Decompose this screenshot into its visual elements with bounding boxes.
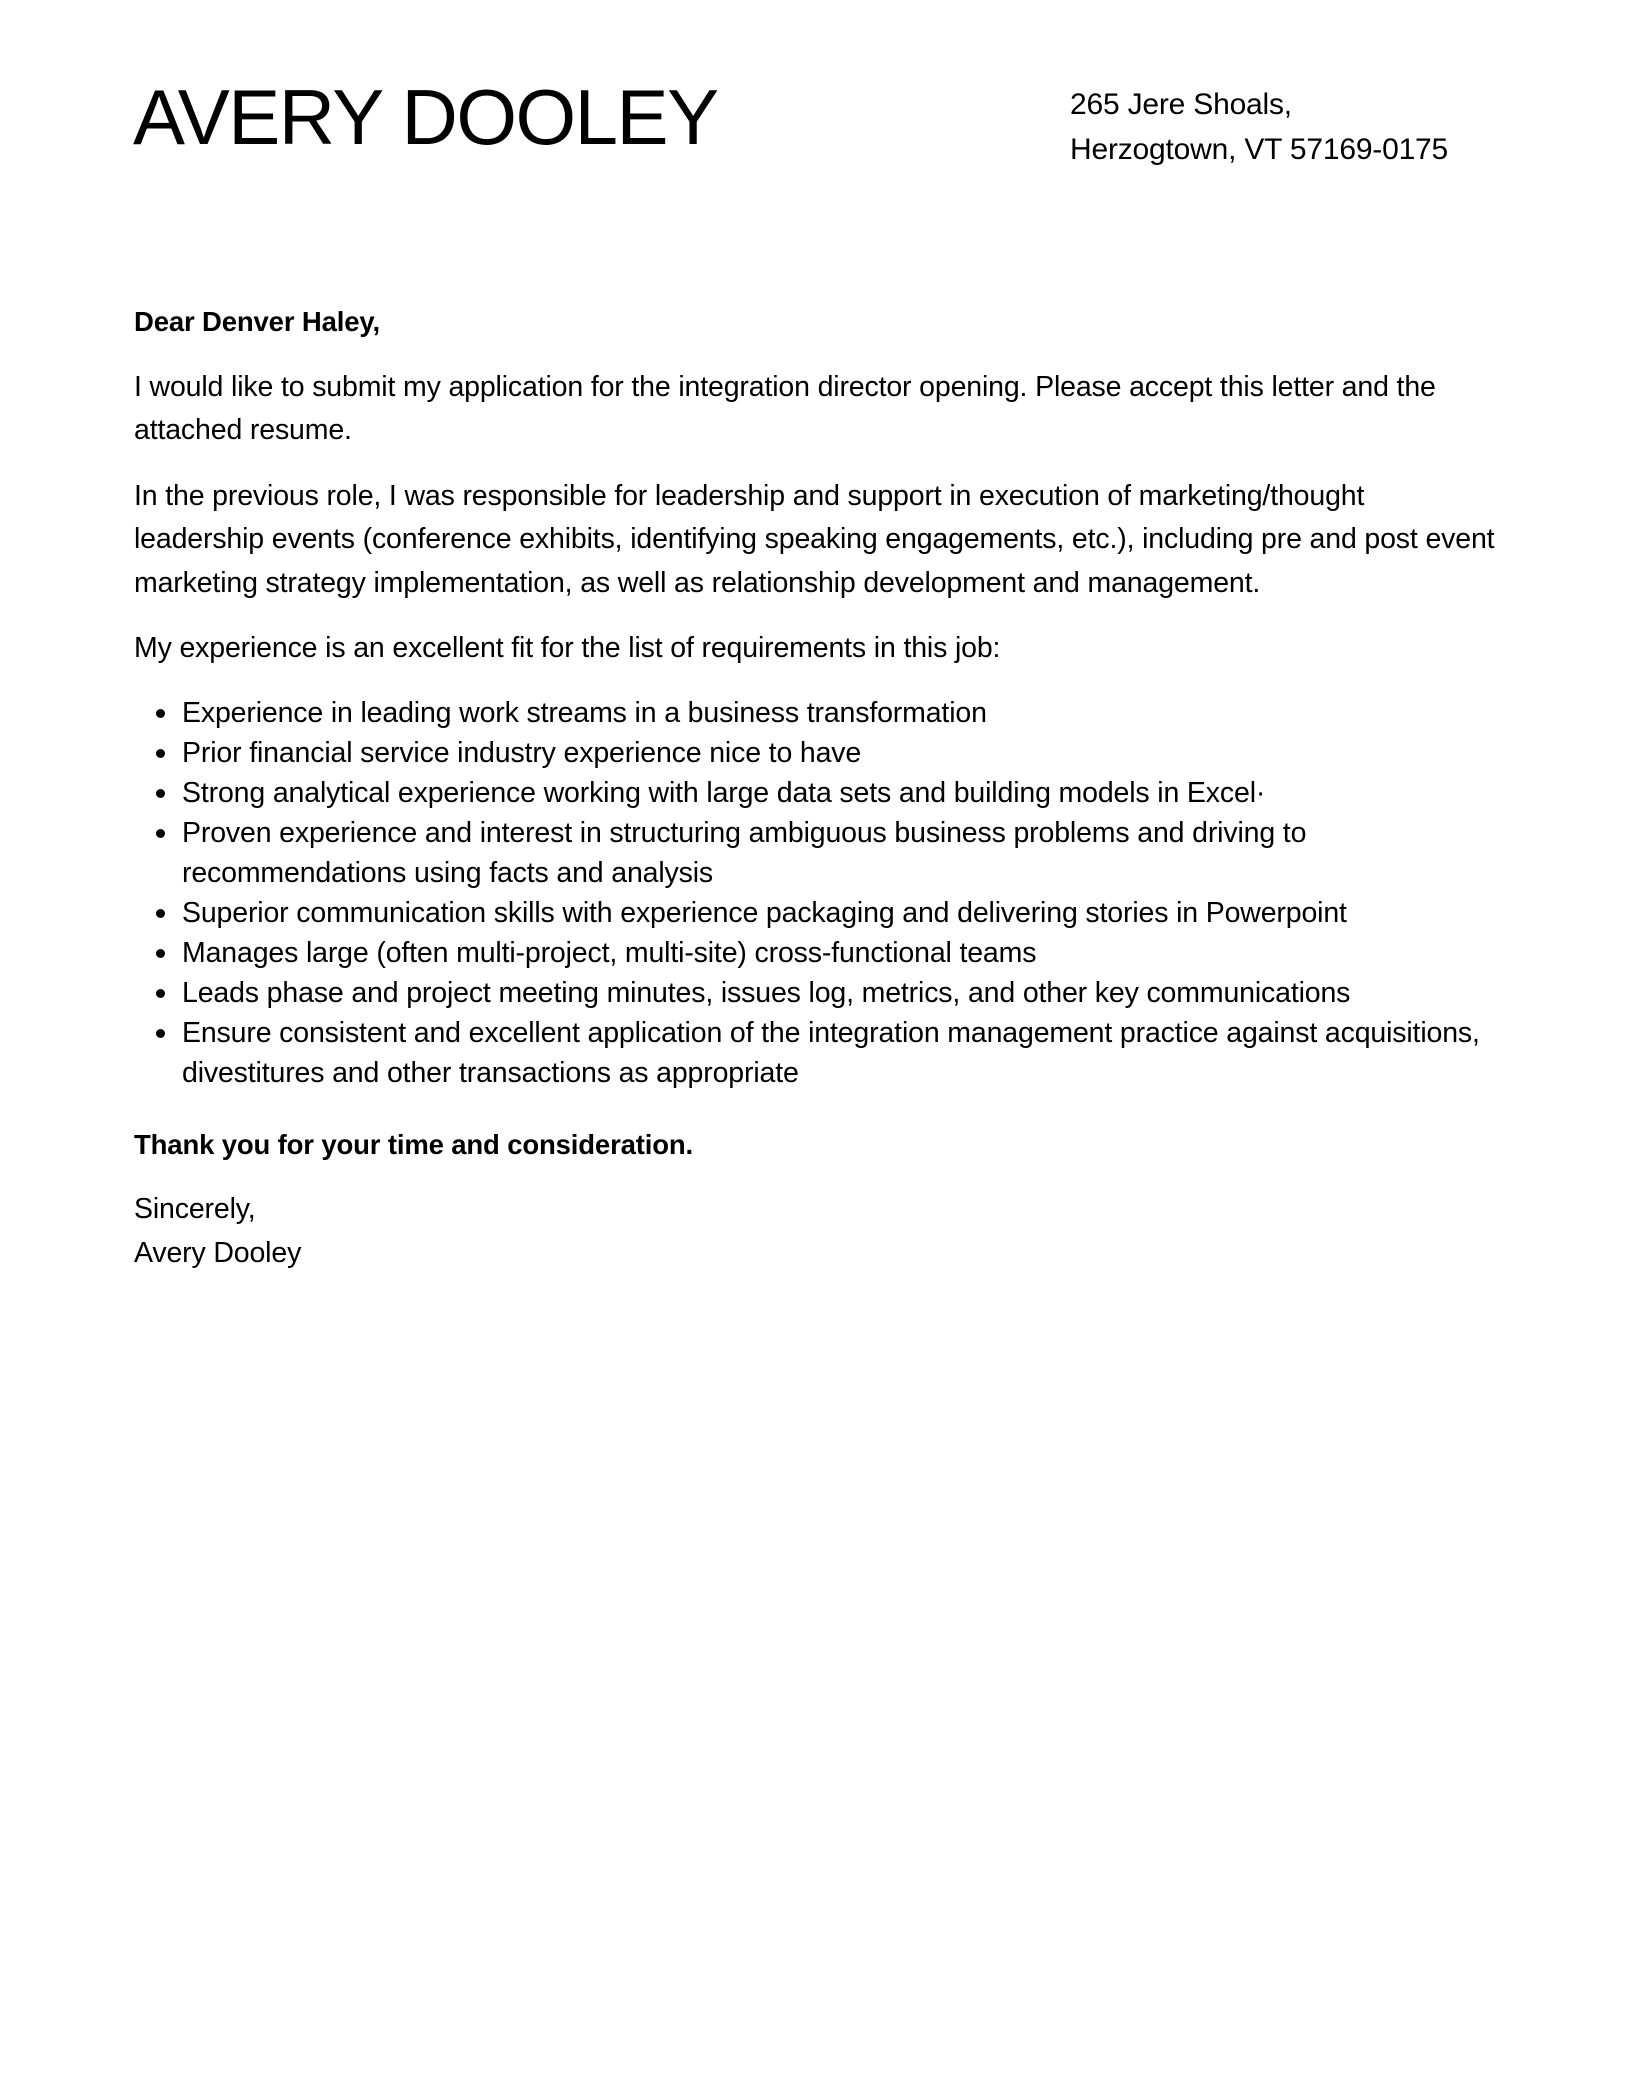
bullet-icon xyxy=(156,829,165,838)
list-item xyxy=(134,933,1499,973)
list-item xyxy=(134,893,1499,933)
address-line-2: Herzogtown, VT 57169-0175 xyxy=(1070,133,1449,166)
bullet-icon xyxy=(156,1029,165,1038)
list-item-text: Experience in leading work streams in a business transformation xyxy=(182,696,987,729)
bullet-icon xyxy=(156,789,165,798)
list-item-text: Prior financial service industry experience nice to have xyxy=(182,736,862,769)
applicant-address xyxy=(1070,82,1448,172)
list-item-text: Manages large (often multi-project, multi-site) cross-functional teams xyxy=(182,936,1037,969)
bullet-icon xyxy=(156,909,165,918)
bullet-icon xyxy=(156,949,165,958)
signoff: Sincerely, xyxy=(134,1193,256,1225)
paragraph-experience: In the previous role, I was responsible for leadership and support in execution of marketing/thought leadership events (conference exhibits, identifying speaking engagements, etc.), including pre and post event marketing strategy implementation, as well as relationship development and management. xyxy=(134,479,1495,599)
list-item xyxy=(134,1013,1499,1093)
requirements-list xyxy=(134,693,1499,1093)
list-item xyxy=(134,973,1499,1013)
list-item-text: Proven experience and interest in structuring ambiguous business problems and driving to recommendations using facts and analysis xyxy=(182,816,1307,889)
paragraph-intro: I would like to submit my application for the integration director opening. Please accept this letter and the attached resume. xyxy=(134,370,1436,446)
list-item-text: Leads phase and project meeting minutes, issues log, metrics, and other key communications xyxy=(182,976,1351,1009)
list-item xyxy=(134,773,1499,813)
list-item xyxy=(134,733,1499,773)
applicant-name: AVERY DOOLEY xyxy=(133,73,718,161)
letter-body xyxy=(134,300,1499,1275)
list-item-text: Strong analytical experience working with large data sets and building models in Excel· xyxy=(182,776,1266,809)
closing-line: Thank you for your time and consideration. xyxy=(134,1128,694,1160)
bullet-icon xyxy=(156,749,165,758)
bullet-icon xyxy=(156,709,165,718)
list-item xyxy=(134,813,1499,893)
salutation: Dear Denver Haley, xyxy=(134,306,380,337)
bullet-icon xyxy=(156,989,165,998)
list-item-text: Ensure consistent and excellent application of the integration management practice against acquisitions, divestitures and other transactions as appropriate xyxy=(182,1016,1480,1089)
paragraph-fit: My experience is an excellent fit for the list of requirements in this job: xyxy=(134,632,1001,664)
signature: Avery Dooley xyxy=(134,1236,302,1269)
list-item-text: Superior communication skills with experience packaging and delivering stories in Powerpoint xyxy=(182,896,1347,929)
address-line-1: 265 Jere Shoals, xyxy=(1070,88,1292,121)
list-item xyxy=(134,693,1499,733)
